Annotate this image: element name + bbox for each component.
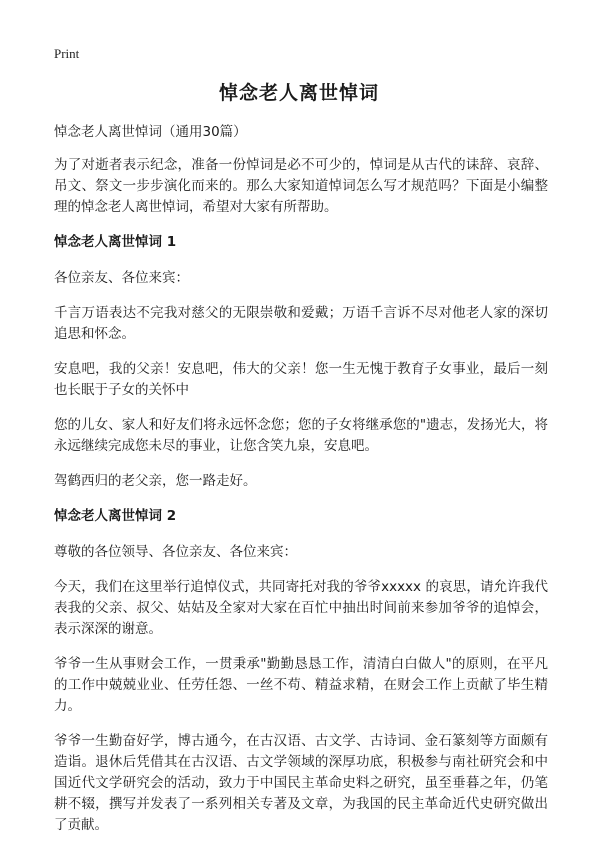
- article-subtitle: 悼念老人离世悼词（通用30篇）: [54, 124, 247, 140]
- paragraph: 各位亲友、各位来宾：: [54, 270, 189, 286]
- paragraph: 爷爷一生勤奋好学，博古通今，在古汉语、古文学、古诗词、金石篆刻等方面颇有造诣。退休后凭借其在古汉语、古文学领域的深厚功底，积极参与南社研究会和中国近代文学研究会的活动，致力于中国民主革命史料之研究，虽至垂暮之年，仍笔耕不辍，撰写并发表了一系列相关专著及文章，为我国的民主革命近代史研究做出了贡献。: [54, 733, 548, 833]
- paragraph: 驾鹤西归的老父亲，您一路走好。: [54, 473, 257, 489]
- page-title: 悼念老人离世悼词: [218, 82, 379, 104]
- article-intro: 为了对逝者表示纪念，准备一份悼词是必不可少的，悼词是从古代的诔辞、哀辞、吊文、祭文一步步演化而来的。那么大家知道悼词怎么写才规范吗？下面是小编整理的悼念老人离世悼词，希望对大家有所帮助。: [54, 157, 548, 215]
- paragraph: 安息吧，我的父亲！安息吧，伟大的父亲！您一生无愧于教育子女事业，最后一刻也长眠于子女的关怀中: [54, 361, 548, 398]
- paragraph: 尊敬的各位领导、各位亲友、各位来宾：: [54, 544, 297, 560]
- paragraph: 您的儿女、家人和好友们将永远怀念您；您的子女将继承您的"遗志，发扬光大，将永远继续完成您未尽的事业，让您含笑九泉，安息吧。: [54, 417, 548, 454]
- paragraph: 爷爷一生从事财会工作，一贯秉承"勤勤恳恳工作，清清白白做人"的原则，在平凡的工作中兢兢业业、任劳任怨、一丝不苟、精益求精，在财会工作上贡献了毕生精力。: [54, 656, 548, 714]
- paragraph: 千言万语表达不完我对慈父的无限崇敬和爱戴；万语千言诉不尽对他老人家的深切追思和怀念。: [54, 305, 548, 342]
- article-body: [54, 122, 548, 850]
- section-heading: 悼念老人离世悼词 2: [54, 508, 177, 524]
- print-link[interactable]: Print: [54, 46, 80, 61]
- paragraph: 今天，我们在这里举行追悼仪式，共同寄托对我的爷爷xxxxx 的哀思，请允许我代表我的父亲、叔父、姑姑及全家对大家在百忙中抽出时间前来参加爷爷的追悼会，表示深深的谢意。: [54, 579, 548, 637]
- section-heading: 悼念老人离世悼词 1: [54, 234, 177, 250]
